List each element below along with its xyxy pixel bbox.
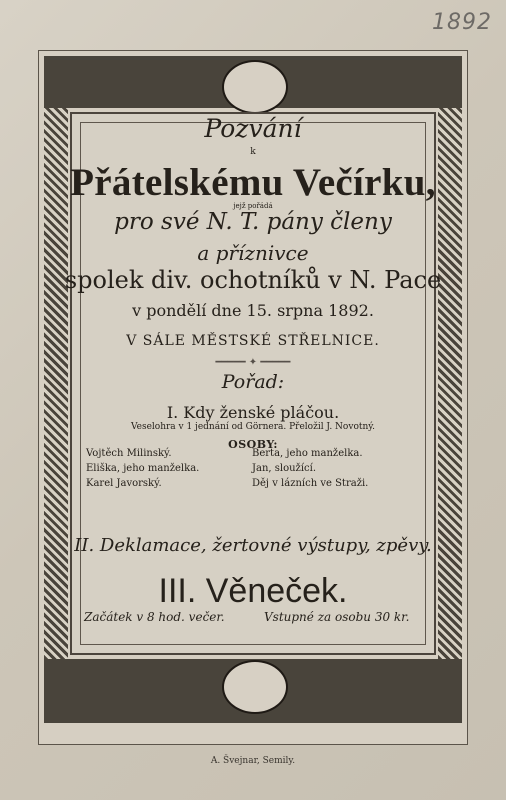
printer-credit: A. Švejnar, Semily. bbox=[210, 756, 296, 766]
cast-item: Děj v lázních ve Straži. bbox=[252, 478, 369, 489]
program-item-1: I. Kdy ženské pláčou. bbox=[166, 403, 340, 422]
members-line: pro své N. T. pány členy bbox=[114, 209, 392, 235]
invitation-k: k bbox=[250, 147, 256, 157]
program-title: Pořad: bbox=[221, 371, 285, 393]
program-item-2: II. Deklamace, žertovné výstupy, zpěvy. bbox=[74, 535, 432, 556]
cast-list-left bbox=[86, 446, 199, 491]
invitation-title: Pozvání bbox=[204, 114, 302, 143]
entry-fee: Vstupné za osobu 30 kr. bbox=[264, 610, 410, 624]
organizer-name: spolek div. ochotníků v N. Pace bbox=[64, 266, 442, 294]
section-divider: ━━━━━ ✦ ━━━━━ bbox=[215, 357, 291, 368]
cast-item: Berta, jeho manželka. bbox=[252, 448, 363, 459]
cast-item: Jan, sloužící. bbox=[252, 463, 317, 474]
cast-heading: OSOBY: bbox=[228, 438, 278, 451]
top-medallion-icon bbox=[222, 60, 288, 114]
event-venue: V SÁLE MĚSTSKÉ STŘELNICE. bbox=[126, 333, 380, 349]
cast-item: Vojtěch Milinský. bbox=[86, 448, 172, 459]
handwritten-year: 1892 bbox=[432, 10, 492, 35]
program-item-1-detail: Veselohra v 1 jednání od Görnera. Přeložil J. Novotný. bbox=[130, 422, 376, 432]
start-time: Začátek v 8 hod. večer. bbox=[84, 610, 225, 624]
event-date: v pondělí dne 15. srpna 1892. bbox=[132, 301, 374, 320]
supporters-line: a příznivce bbox=[197, 241, 309, 265]
organizer-intro: jejž pořádá bbox=[233, 202, 273, 210]
cast-item: Eliška, jeho manželka. bbox=[86, 463, 200, 474]
bottom-medallion-icon bbox=[222, 660, 288, 714]
event-heading: Přátelskému Večírku, bbox=[70, 161, 436, 204]
cast-list-right bbox=[252, 446, 368, 491]
cast-item: Karel Javorský. bbox=[86, 478, 162, 489]
program-item-3: III. Věneček. bbox=[158, 572, 348, 610]
